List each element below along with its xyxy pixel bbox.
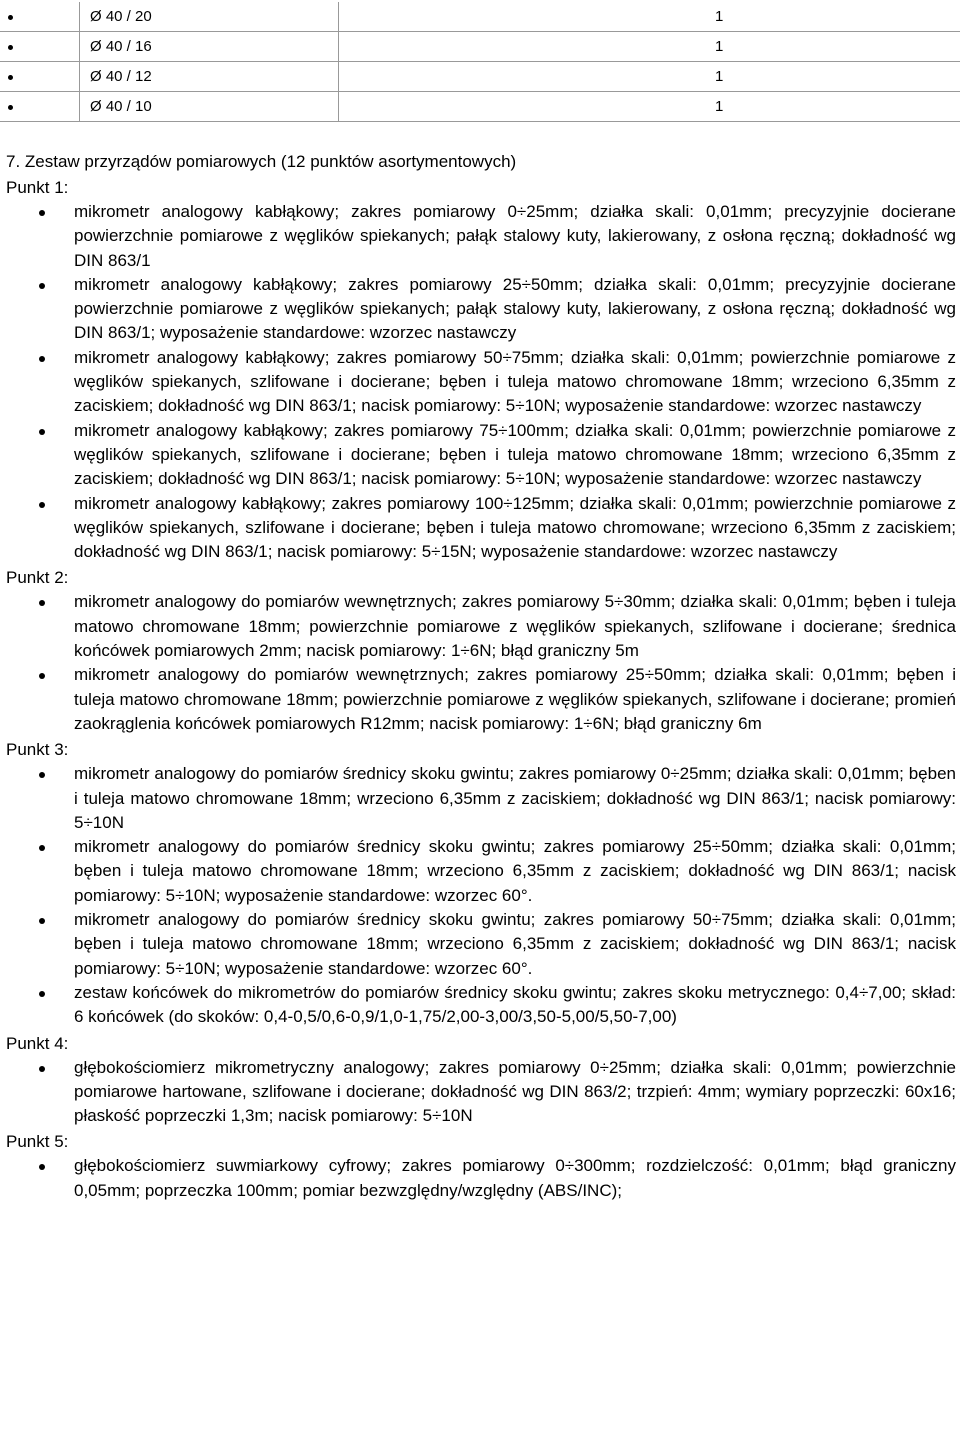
item-text: zestaw końcówek do mikrometrów do pomiarów średnicy skoku gwintu; zakres skoku metrycznego: 0,4÷7,00; skład: 6 końcówek (do skoków: 0,4-0,5/0,6-0,9/1,0-1,75/2,00-3,00/3,50-5,00/5,50-7,00): [74, 982, 956, 1027]
list-item: [0, 346, 960, 419]
punkt-items-list: [0, 590, 960, 736]
list-item: [0, 908, 960, 981]
bullet-icon: [8, 15, 13, 20]
bullet-icon: [39, 1066, 45, 1072]
item-text: mikrometr analogowy do pomiarów średnicy skoku gwintu; zakres pomiarowy 50÷75mm; działka skali: 0,01mm; bęben i tuleja matowo chromowane 18mm; wrzeciono 6,35mm z zaciskiem; dokładność wg DIN 863/1; nacisk pomiarowy: 5÷10N; wyposażenie standardowe: wzorzec 60°.: [74, 910, 956, 978]
table-row: [0, 92, 960, 122]
bullet-icon: [39, 845, 45, 851]
item-text: mikrometr analogowy do pomiarów średnicy skoku gwintu; zakres pomiarowy 25÷50mm; działka skali: 0,01mm; bęben i tuleja matowo chromowane 18mm; wrzeciono 6,35mm z zaciskiem; dokładność wg DIN 863/1; nacisk pomiarowy: 5÷10N; wyposażenie standardowe: wzorzec 60°.: [74, 837, 956, 905]
item-text: mikrometr analogowy kabłąkowy; zakres pomiarowy 0÷25mm; działka skali: 0,01mm; precyzyjnie docierane powierzchnie pomiarowe z węglików spiekanych; pałąk stalowy kuty, lakierowany, z osłona ręczną; dokładność wg DIN 863/1: [74, 202, 956, 270]
item-text: mikrometr analogowy kabłąkowy; zakres pomiarowy 100÷125mm; działka skali: 0,01mm; powierzchnie pomiarowe z węglików spiekanych, szlifowane i docierane; bęben i tuleja matowo chromowane; wrzeciono 6,35mm z zaciskiem; dokładność wg DIN 863/1; nacisk pomiarowy: 5÷15N; wyposażenie standardowe: wzorzec nastawczy: [74, 493, 956, 562]
bullet-icon: [39, 283, 45, 289]
bullet-icon: [39, 356, 45, 362]
punkt-heading: Punkt 2:: [6, 568, 69, 588]
list-item: [0, 762, 960, 835]
quantity-cell: 1: [339, 2, 960, 32]
bullet-icon: [39, 502, 45, 508]
table-row: [0, 32, 960, 62]
list-item: [0, 200, 960, 273]
bullet-icon: [39, 772, 45, 778]
punkt-heading: Punkt 4:: [6, 1033, 69, 1053]
bullet-cell: [0, 32, 80, 62]
bullet-icon: [39, 600, 45, 606]
punkt-heading: Punkt 1:: [6, 178, 69, 197]
bullet-icon: [39, 991, 45, 997]
bullet-icon: [39, 918, 45, 924]
bullet-cell: [0, 92, 80, 122]
list-item: [0, 1154, 960, 1203]
quantity-cell: 1: [339, 92, 960, 122]
bullet-cell: [0, 62, 80, 92]
item-text: mikrometr analogowy kabłąkowy; zakres pomiarowy 50÷75mm; działka skali: 0,01mm; powierzchnie pomiarowe z węglików spiekanych, szlifowane i docierane; bęben i tuleja matowo chromowane 18mm; wrzeciono 6,35mm z zaciskiem; dokładność wg DIN 863/1; nacisk pomiarowy: 5÷10N; wyposażenie standardowe: wzorzec nastawczy: [74, 347, 956, 416]
bullet-cell: [0, 2, 80, 32]
item-text: mikrometr analogowy kabłąkowy; zakres pomiarowy 75÷100mm; działka skali: 0,01mm; powierzchnie pomiarowe z węglików spiekanych, szlifowane i docierane; bęben i tuleja matowo chromowane 18mm; wrzeciono 6,35mm z zaciskiem; dokładność wg DIN 863/1; nacisk pomiarowy: 5÷10N; wyposażenie standardowe: wzorzec nastawczy: [74, 420, 956, 489]
document-content: [0, 150, 960, 1203]
punkty-list: [0, 176, 960, 1203]
bullet-icon: [39, 1164, 45, 1170]
item-text: głębokościomierz suwmiarkowy cyfrowy; zakres pomiarowy 0÷300mm; rozdzielczość: 0,01mm; błąd graniczny 0,05mm; poprzeczka 100mm; pomiar bezwzględny/względny (ABS/INC);: [74, 1156, 956, 1200]
bullet-icon: [8, 75, 13, 80]
list-item: [0, 1056, 960, 1129]
item-text: mikrometr analogowy kabłąkowy; zakres pomiarowy 25÷50mm; działka skali: 0,01mm; precyzyjnie docierane powierzchnie pomiarowe z węglików spiekanych; pałąk stalowy kuty, lakierowany, z osłona ręczną; dokładność wg DIN 863/1; wyposażenie standardowe: wzorzec nastawczy: [74, 274, 956, 343]
size-cell: Ø 40 / 12: [80, 62, 339, 92]
item-text: mikrometr analogowy do pomiarów wewnętrznych; zakres pomiarowy 25÷50mm; działka skali: 0,01mm; bęben i tuleja matowo chromowane 18mm; powierzchnie pomiarowe z węglików spiekanych, szlifowane i docierane; promień zaokrąglenia końcówek pomiarowych R12mm; nacisk pomiarowy: 1÷6N; błąd graniczny 6m: [74, 665, 956, 733]
list-item: [0, 835, 960, 908]
list-item: [0, 590, 960, 663]
item-text: mikrometr analogowy do pomiarów wewnętrznych; zakres pomiarowy 5÷30mm; działka skali: 0,01mm; bęben i tuleja matowo chromowane 18mm; powierzchnie pomiarowe z węglików spiekanych, szlifowane i docierane; średnica końcówek pomiarowych 2mm; nacisk pomiarowy: 1÷6N; błąd graniczny 5m: [74, 592, 956, 661]
item-text: mikrometr analogowy do pomiarów średnicy skoku gwintu; zakres pomiarowy 0÷25mm; działka skali: 0,01mm; bęben i tuleja matowo chromowane 18mm; wrzeciono 6,35mm z zaciskiem; dokładność wg DIN 863/1; nacisk pomiarowy: 5÷10N: [74, 764, 956, 832]
list-item: [0, 419, 960, 492]
size-table: [0, 2, 960, 122]
size-cell: Ø 40 / 10: [80, 92, 339, 122]
punkt-heading: Punkt 5:: [6, 1132, 69, 1152]
punkt-items-list: [0, 200, 960, 564]
list-item: [0, 492, 960, 565]
punkt-heading: Punkt 3:: [6, 740, 69, 760]
quantity-cell: 1: [339, 62, 960, 92]
bullet-icon: [39, 673, 45, 679]
list-item: [0, 273, 960, 346]
punkt-items-list: [0, 1056, 960, 1129]
list-item: [0, 663, 960, 736]
bullet-icon: [8, 45, 13, 50]
bullet-icon: [8, 105, 13, 110]
punkt-items-list: [0, 762, 960, 1029]
size-cell: Ø 40 / 16: [80, 32, 339, 62]
bullet-icon: [39, 210, 45, 216]
list-item: [0, 981, 960, 1030]
table-row: [0, 62, 960, 92]
bullet-icon: [39, 429, 45, 435]
table-row: [0, 2, 960, 32]
item-text: głębokościomierz mikrometryczny analogowy; zakres pomiarowy 0÷25mm; działka skali: 0,01mm; powierzchnie pomiarowe hartowane, szlifowane i docierane; dokładność wg DIN 863/2; trzpień: 4mm; wymiary poprzeczki: 60x16; płaskość poprzeczki 1,3m; nacisk pomiarowy: 5÷10N: [74, 1057, 956, 1126]
punkt-items-list: [0, 1154, 960, 1203]
size-cell: Ø 40 / 20: [80, 2, 339, 32]
quantity-cell: 1: [339, 32, 960, 62]
section-title: 7. Zestaw przyrządów pomiarowych (12 punktów asortymentowych): [6, 152, 517, 171]
